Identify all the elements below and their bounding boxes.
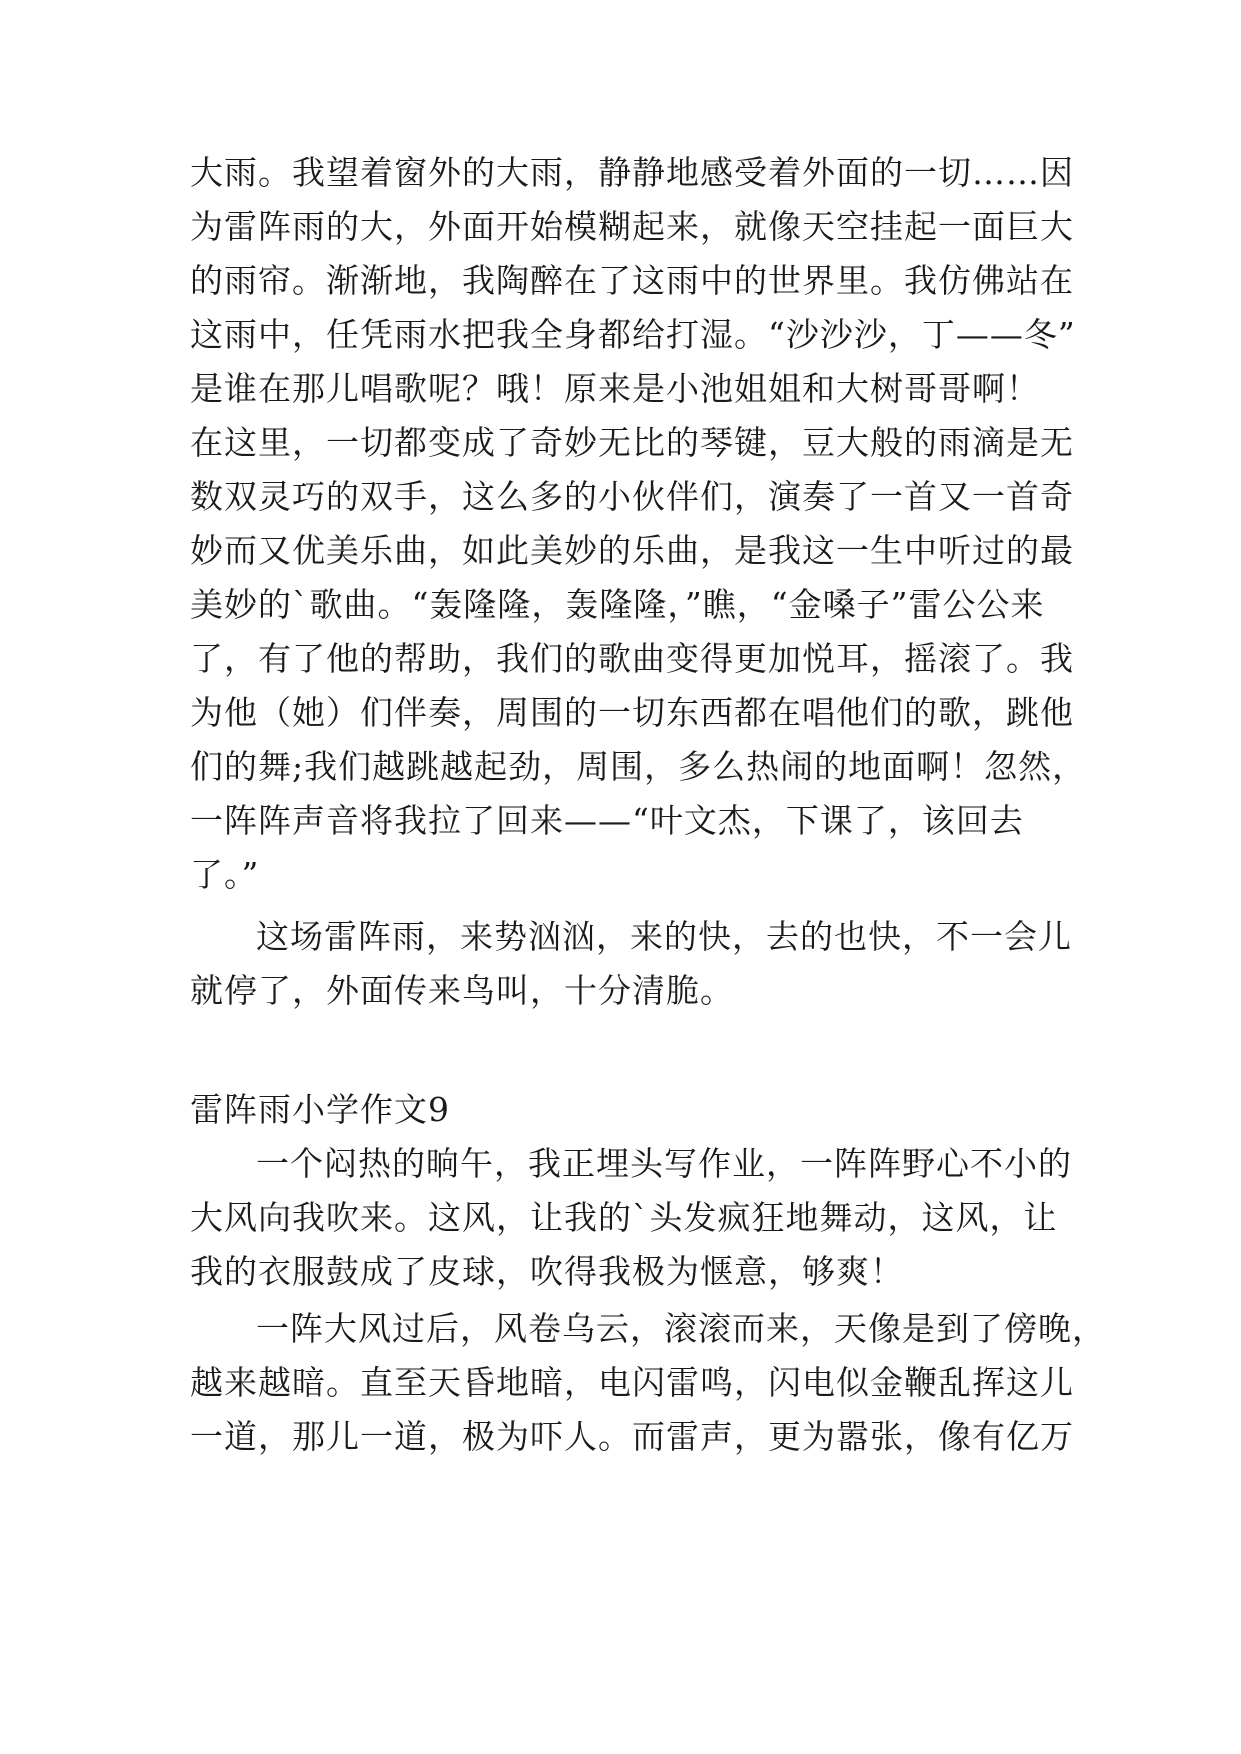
text-line: 在这里，一切都变成了奇妙无比的琴键，豆大般的雨滴是无 [190,423,1074,462]
text-line: 一道，那儿一道，极为吓人。而雷声，更为嚣张，像有亿万 [190,1417,1074,1456]
text-line: 越来越暗。直至天昏地暗，电闪雷鸣，闪电似金鞭乱挥这儿 [190,1363,1074,1402]
text-line: 数双灵巧的双手，这么多的小伙伴们，演奏了一首又一首奇 [190,477,1074,516]
text-line: 为他（她）们伴奏，周围的一切东西都在唱他们的歌，跳他 [190,693,1074,732]
text-line: 就停了，外面传来鸟叫，十分清脆。 [190,971,734,1010]
text-line: 一阵大风过后，风卷乌云，滚滚而来，天像是到了傍晚， [256,1309,1106,1348]
text-line: 这雨中，任凭雨水把我全身都给打湿。“沙沙沙，丁——冬” [190,315,1076,354]
text-line: 大风向我吹来。这风，让我的`头发疯狂地舞动，这风，让 [190,1198,1058,1237]
text-line: 我的衣服鼓成了皮球，吹得我极为惬意，够爽！ [190,1252,904,1291]
text-line: 美妙的`歌曲。“轰隆隆，轰隆隆，”瞧，“金嗓子”雷公公来 [190,585,1045,624]
text-line: 大雨。我望着窗外的大雨，静静地感受着外面的一切……因 [190,153,1074,192]
text-line: 们的舞;我们越跳越起劲，周围，多么热闹的地面啊！忽然， [190,747,1087,786]
text-line: 是谁在那儿唱歌呢？哦！原来是小池姐姐和大树哥哥啊！ [190,369,1040,408]
text-line: 了，有了他的帮助，我们的歌曲变得更加悦耳，摇滚了。我 [190,639,1074,678]
section-title: 雷阵雨小学作文9 [190,1090,450,1129]
text-line: 一阵阵声音将我拉了回来——“叶文杰，下课了，该回去 [190,801,1024,840]
text-line: 了。” [190,855,260,894]
text-line: 这场雷阵雨，来势汹汹，来的快，去的也快，不一会儿 [256,917,1072,956]
text-line: 为雷阵雨的大，外面开始模糊起来，就像天空挂起一面巨大 [190,207,1074,246]
text-line: 一个闷热的晌午，我正埋头写作业，一阵阵野心不小的 [256,1144,1072,1183]
text-line: 妙而又优美乐曲，如此美妙的乐曲，是我这一生中听过的最 [190,531,1074,570]
text-line: 的雨帘。渐渐地，我陶醉在了这雨中的世界里。我仿佛站在 [190,261,1074,300]
document-page [190,0,1106,1754]
